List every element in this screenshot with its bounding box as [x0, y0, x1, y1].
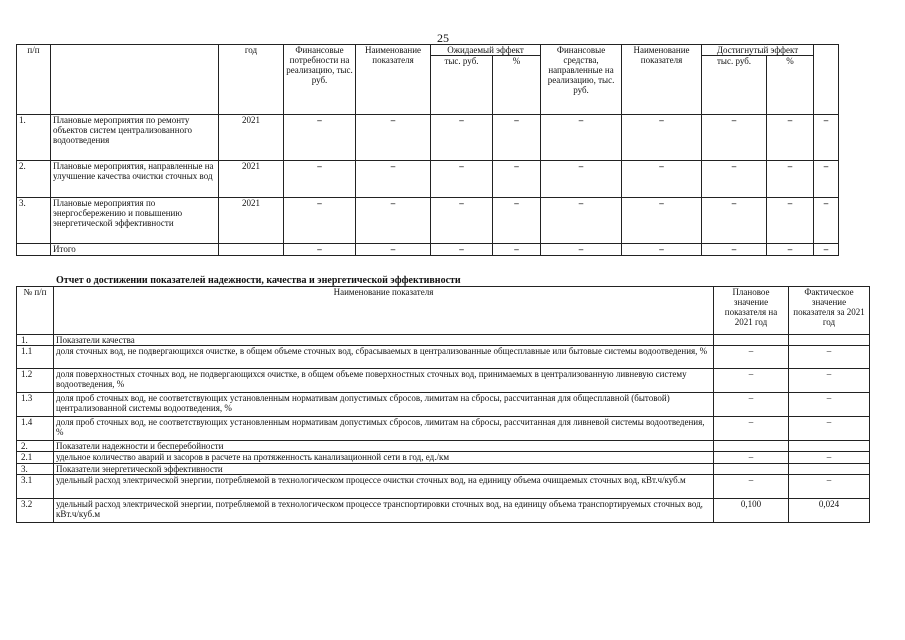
- row-planned: –: [714, 475, 789, 499]
- row-number: 1.4: [17, 417, 54, 441]
- row-name: Плановые мероприятия, направленные на улучшение качества очистки сточных вод: [51, 161, 219, 198]
- cell-dash: –: [622, 115, 702, 161]
- row-name: удельное количество аварий и засоров в расчете на протяженность канализационной сети в год, ед./км: [54, 452, 714, 464]
- row-number: 3.2: [17, 499, 54, 523]
- header-indicator-name-2: Наименование показателя: [622, 45, 702, 115]
- header-fin-means: Финансовые средства, направленные на реализацию, тыс. руб.: [541, 45, 622, 115]
- row-name: доля проб сточных вод, не соответствующих установленным нормативам допустимых сбросов, лимитам на сбросы, рассчитанная для ливневой системы водоотведения, %: [54, 417, 714, 441]
- row-planned: –: [714, 346, 789, 369]
- row-name: Плановые мероприятия по энергосбережению и повышению энергетической эффективности: [51, 198, 219, 244]
- table-row: [17, 393, 870, 417]
- row-actual: [789, 335, 870, 346]
- cell-dash: –: [284, 161, 356, 198]
- row-actual: –: [789, 393, 870, 417]
- row-number: 1.1: [17, 346, 54, 369]
- cell-dash: –: [767, 161, 814, 198]
- row-actual: [789, 464, 870, 475]
- row-planned: [714, 441, 789, 452]
- header-expected-effect: Ожидаемый эффект: [431, 45, 541, 56]
- row-name: удельный расход электрической энергии, потребляемой в технологическом процессе очистки сточных вод, на единицу объема очищаемых сточных вод, кВт.ч/куб.м: [54, 475, 714, 499]
- row-actual: –: [789, 452, 870, 464]
- row-number: 1.: [17, 335, 54, 346]
- row-actual: –: [789, 475, 870, 499]
- row-number: 1.2: [17, 369, 54, 393]
- header-indicator: Наименование показателя: [54, 287, 714, 335]
- row-name: доля проб сточных вод, не соответствующих установленным нормативам допустимых сбросов, лимитам на сбросы, рассчитанная для общесплавной (бытовой) централизованной системы водоотведения, %: [54, 393, 714, 417]
- header-fin-needs: Финансовые потребности на реализацию, тыс. руб.: [284, 45, 356, 115]
- row-number: 1.: [17, 115, 51, 161]
- table-row: [17, 441, 870, 452]
- page-number: 25: [437, 31, 449, 45]
- row-actual: –: [789, 346, 870, 369]
- cell-dash: –: [622, 198, 702, 244]
- cell-dash: –: [284, 198, 356, 244]
- table-row: [17, 452, 870, 464]
- row-name: Плановые мероприятия по ремонту объектов систем централизованного водоотведения: [51, 115, 219, 161]
- row-planned: [714, 464, 789, 475]
- cell-dash: –: [493, 244, 541, 256]
- header-percent-2: %: [767, 56, 814, 115]
- header-pp: п/п: [17, 45, 51, 115]
- header-planned: Плановое значение показателя на 2021 год: [714, 287, 789, 335]
- header-blank: [51, 45, 219, 115]
- cell-dash: –: [767, 115, 814, 161]
- cell-dash: –: [767, 244, 814, 256]
- row-year: 2021: [219, 161, 284, 198]
- row-name: доля сточных вод, не подвергающихся очистке, в общем объеме сточных вод, сбрасываемых в централизованные общесплавные или бытовые системы водоотведения, %: [54, 346, 714, 369]
- row-actual: 0,024: [789, 499, 870, 523]
- cell-dash: –: [493, 161, 541, 198]
- table-row: [17, 335, 870, 346]
- cell-dash: –: [702, 244, 767, 256]
- row-year: 2021: [219, 198, 284, 244]
- header-achieved-effect: Достигнутый эффект: [702, 45, 814, 56]
- cell-dash: –: [814, 115, 839, 161]
- row-number: 3.: [17, 464, 54, 475]
- header-thousand-rub: тыс. руб.: [431, 56, 493, 115]
- table-row: [17, 115, 839, 161]
- table-row: [17, 417, 870, 441]
- cell-dash: –: [284, 115, 356, 161]
- row-number: 2.: [17, 441, 54, 452]
- cell-dash: –: [541, 244, 622, 256]
- header-number: № п/п: [17, 287, 54, 335]
- cell-dash: –: [356, 115, 431, 161]
- cell-dash: –: [431, 115, 493, 161]
- cell-dash: –: [767, 198, 814, 244]
- row-planned: –: [714, 452, 789, 464]
- header-actual: Фактическое значение показателя за 2021 год: [789, 287, 870, 335]
- cell-dash: –: [814, 244, 839, 256]
- cell-dash: –: [493, 198, 541, 244]
- cell-dash: –: [356, 198, 431, 244]
- row-number: 3.: [17, 198, 51, 244]
- row-planned: –: [714, 417, 789, 441]
- table-row: [17, 198, 839, 244]
- row-planned: 0,100: [714, 499, 789, 523]
- table-row: [17, 475, 870, 499]
- total-label: Итого: [51, 244, 219, 256]
- header-indicator-name: Наименование показателя: [356, 45, 431, 115]
- cell-dash: –: [541, 115, 622, 161]
- row-planned: [714, 335, 789, 346]
- cell-dash: –: [493, 115, 541, 161]
- row-actual: –: [789, 369, 870, 393]
- row-number: 1.3: [17, 393, 54, 417]
- row-number: 3.1: [17, 475, 54, 499]
- cell-dash: –: [284, 244, 356, 256]
- row-year: 2021: [219, 115, 284, 161]
- table-row: [17, 499, 870, 523]
- cell-dash: –: [356, 244, 431, 256]
- cell-dash: –: [431, 198, 493, 244]
- table-row: [17, 161, 839, 198]
- row-name: Показатели надежности и бесперебойности: [54, 441, 714, 452]
- total-year: [219, 244, 284, 256]
- header-extra: [814, 45, 839, 115]
- row-planned: –: [714, 369, 789, 393]
- header-percent: %: [493, 56, 541, 115]
- cell-dash: –: [622, 161, 702, 198]
- header-year: год: [219, 45, 284, 115]
- cell-dash: –: [356, 161, 431, 198]
- report-title: Отчет о достижении показателей надежности, качества и энергетической эффективности: [56, 275, 461, 286]
- cell-dash: –: [702, 161, 767, 198]
- row-name: доля поверхностных сточных вод, не подвергающихся очистке, в общем объеме поверхностных сточных вод, принимаемых в централизованную ливневую систему водоотведения, %: [54, 369, 714, 393]
- total-number: [17, 244, 51, 256]
- indicators-table: [16, 286, 870, 523]
- table-row: [17, 464, 870, 475]
- measures-table: [16, 44, 839, 256]
- table-row: [17, 346, 870, 369]
- row-number: 2.1: [17, 452, 54, 464]
- row-name: Показатели энергетической эффективности: [54, 464, 714, 475]
- table-row: [17, 369, 870, 393]
- cell-dash: –: [431, 244, 493, 256]
- row-actual: [789, 441, 870, 452]
- row-name: удельный расход электрической энергии, потребляемой в технологическом процессе транспортировки сточных вод, на единицу объема транспортируемых сточных вод, кВт.ч/куб.м: [54, 499, 714, 523]
- total-row: [17, 244, 839, 256]
- cell-dash: –: [431, 161, 493, 198]
- cell-dash: –: [814, 198, 839, 244]
- row-name: Показатели качества: [54, 335, 714, 346]
- cell-dash: –: [541, 198, 622, 244]
- row-actual: –: [789, 417, 870, 441]
- cell-dash: –: [814, 161, 839, 198]
- row-number: 2.: [17, 161, 51, 198]
- cell-dash: –: [702, 115, 767, 161]
- cell-dash: –: [541, 161, 622, 198]
- row-planned: –: [714, 393, 789, 417]
- cell-dash: –: [702, 198, 767, 244]
- header-thousand-rub-2: тыс. руб.: [702, 56, 767, 115]
- cell-dash: –: [622, 244, 702, 256]
